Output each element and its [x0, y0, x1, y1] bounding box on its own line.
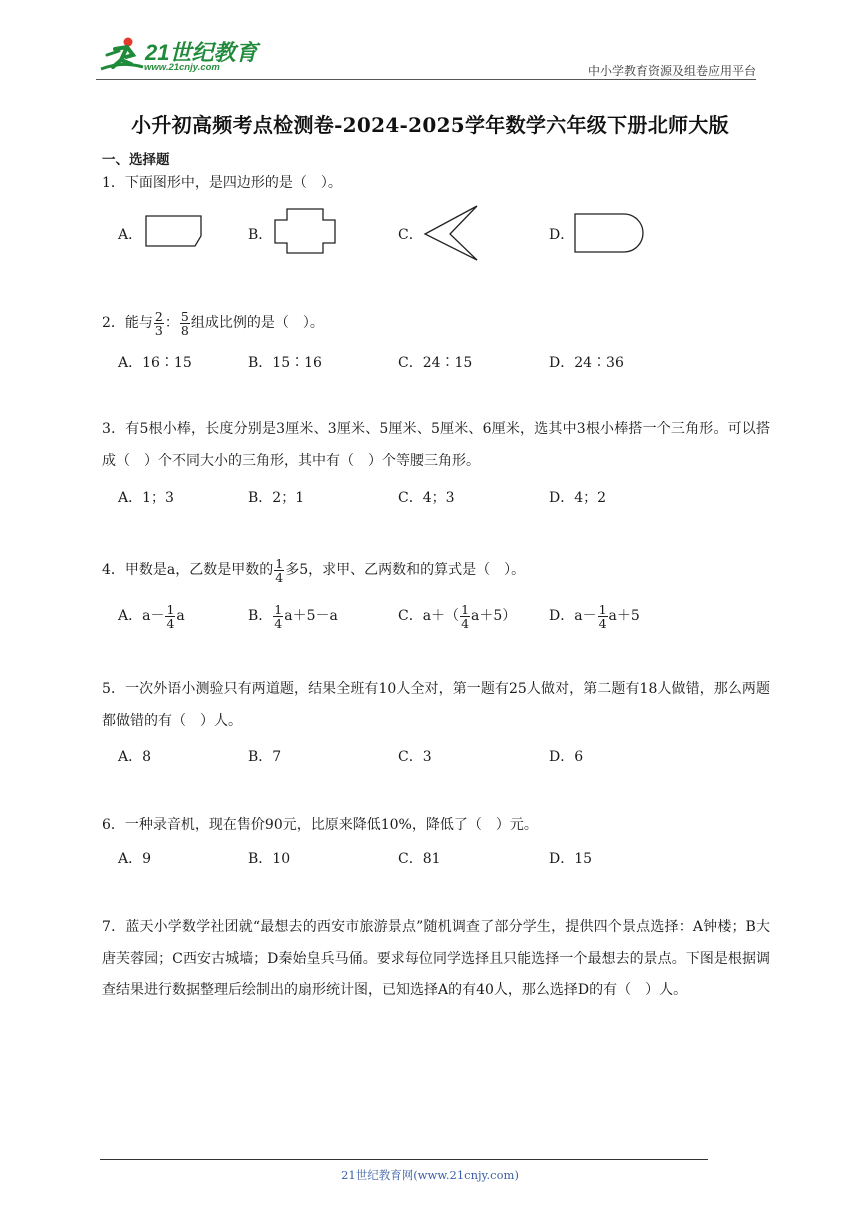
- q4-b-label: B．: [248, 608, 273, 624]
- q4-c-label: C．a＋（: [398, 608, 460, 624]
- footer-divider: [100, 1159, 708, 1160]
- q2-frac2-num: 5: [180, 308, 189, 324]
- q4-frac-num: 1: [275, 555, 284, 571]
- q1-option-d-label: D．: [549, 227, 575, 243]
- q6-option-d: D．15: [549, 851, 593, 867]
- q4-a-num: 1: [166, 601, 175, 617]
- q4-fraction: [274, 557, 284, 584]
- q6-option-c: C．81: [398, 851, 441, 867]
- q2-option-c: C．24∶15: [398, 355, 473, 371]
- q4-b-fraction: [273, 603, 283, 630]
- q5-option-c: C．3: [398, 749, 432, 765]
- q2-fraction-2: [180, 310, 190, 337]
- q4-d-label: D．a－: [549, 608, 597, 624]
- q4-b-den: 4: [274, 615, 283, 631]
- q5-option-a: A．8: [118, 749, 152, 765]
- logo-url: www.21cnjy.com: [144, 62, 220, 73]
- q2-option-b: B．15∶16: [248, 355, 322, 371]
- q5-option-d: D．6: [549, 749, 584, 765]
- q4-d-fraction: [598, 603, 608, 630]
- q4-option-a: [118, 598, 185, 634]
- q5-option-b: B．7: [248, 749, 282, 765]
- q2-frac1-den: 3: [154, 322, 163, 338]
- q6-option-a: A．9: [118, 851, 152, 867]
- q3-option-c: C．4；3: [398, 490, 455, 506]
- header-divider: [96, 79, 756, 80]
- q4-c-rest: a＋5）: [471, 608, 517, 624]
- q3-option-d: D．4；2: [549, 490, 607, 506]
- q2-option-d: D．24∶36: [549, 355, 624, 371]
- footer-text: 21世纪教育网(www.21cnjy.com): [341, 1168, 519, 1182]
- q4-a-fraction: [165, 603, 175, 630]
- q4-option-d: [549, 598, 640, 634]
- rounded-end-rectangle-icon: [573, 212, 647, 254]
- q4-a-label: A．a－: [118, 608, 165, 624]
- q4-frac-den: 4: [275, 569, 284, 585]
- q4-option-c: [398, 598, 516, 634]
- q4-d-den: 4: [598, 615, 607, 631]
- section-heading: 一、选择题: [102, 152, 170, 168]
- q3-option-b: B．2；1: [248, 490, 305, 506]
- q1-option-b-label: B．: [248, 227, 273, 243]
- question-3-text: 3．有5根小棒，长度分别是3厘米、3厘米、5厘米、5厘米、6厘米，选其中3根小棒搭一个三角形。可以搭成（ ）个不同大小的三角形，其中有（ ）个等腰三角形。: [102, 421, 770, 469]
- platform-name: 中小学教育资源及组卷应用平台: [587, 64, 756, 78]
- page-title: 小升初高频考点检测卷-2024-2025学年数学六年级下册北师大版: [131, 113, 729, 137]
- question-4-text: [102, 552, 525, 588]
- q4-d-num: 1: [598, 601, 607, 617]
- q4-b-rest: a＋5－a: [284, 608, 338, 624]
- q2-colon: ：: [164, 315, 179, 331]
- q2-suffix: 组成比例的是（ ）。: [190, 315, 324, 331]
- q2-prefix: 2．能与: [102, 315, 153, 331]
- question-5-text: 5．一次外语小测验只有两道题，结果全班有10人全对，第一题有25人做对，第二题有18人做错，那么两题都做错的有（ ）人。: [102, 681, 770, 729]
- question-2-text: [102, 305, 324, 341]
- q2-frac2-den: 8: [180, 322, 189, 338]
- q3-option-a: A．1；3: [118, 490, 174, 506]
- question-6-text: 6．一种录音机，现在售价90元，比原来降低10%，降低了（ ）元。: [102, 817, 538, 833]
- pentagon-cut-corner-icon: [144, 214, 204, 250]
- q4-prefix: 4．甲数是a，乙数是甲数的: [102, 562, 274, 578]
- q4-option-b: [248, 598, 338, 634]
- q2-frac1-num: 2: [154, 308, 163, 324]
- q4-d-rest: a＋5: [608, 608, 640, 624]
- q4-c-fraction: [460, 603, 470, 630]
- q4-a-rest: a: [176, 608, 185, 624]
- q4-suffix: 多5，求甲、乙两数和的算式是（ ）。: [285, 562, 526, 578]
- q4-a-den: 4: [166, 615, 175, 631]
- q4-b-num: 1: [274, 601, 283, 617]
- logo-text: 21世纪教育: [145, 40, 258, 65]
- q2-option-a: A．16∶15: [118, 355, 192, 371]
- arrowhead-icon: [421, 203, 481, 263]
- question-7-text: 7．蓝天小学数学社团就“最想去的西安市旅游景点”随机调查了部分学生，提供四个景点选择：A钟楼；B大唐芙蓉园；C西安古城墙；D秦始皇兵马俑。要求每位同学选择且只能选择一个最想去的景点。下图是根据调查结果进行数据整理后绘制出的扇形统计图，已知选择A的有40人，那么选择D的有（ ）人。: [102, 919, 770, 998]
- cross-polygon-icon: [272, 206, 338, 256]
- q1-option-c-label: C．: [398, 227, 423, 243]
- q4-c-num: 1: [461, 601, 470, 617]
- q4-c-den: 4: [461, 615, 470, 631]
- q1-option-a-label: A．: [118, 227, 143, 243]
- q2-fraction-1: [154, 310, 164, 337]
- question-1-text: 1．下面图形中，是四边形的是（ ）。: [102, 175, 342, 191]
- q6-option-b: B．10: [248, 851, 291, 867]
